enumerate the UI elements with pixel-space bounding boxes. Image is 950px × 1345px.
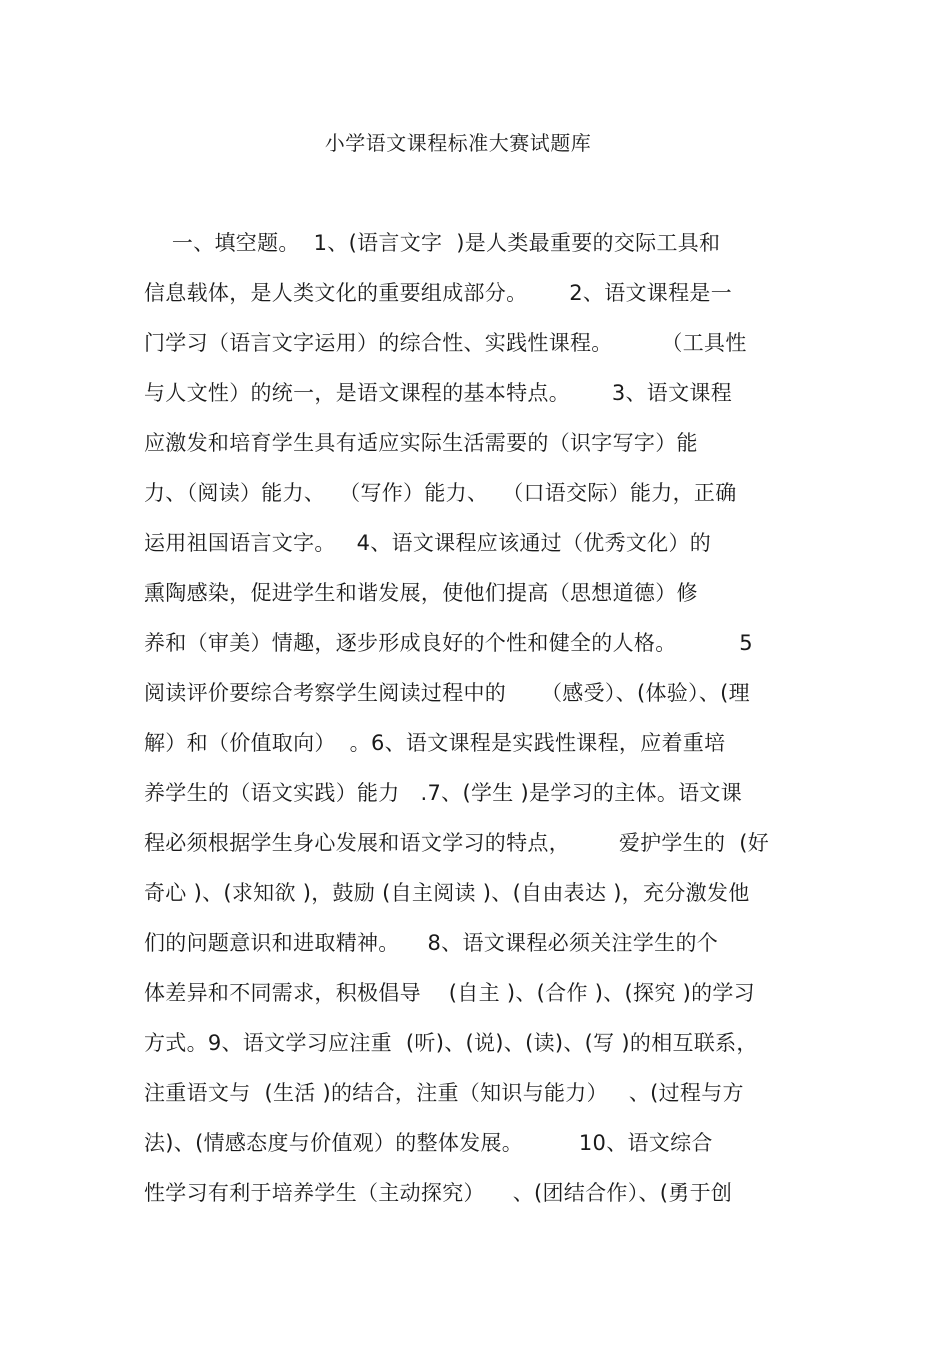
document-body [144, 226, 824, 1226]
text-line: 力、（阅读）能力、 （写作）能力、 （口语交际）能力，正确 [144, 481, 737, 505]
text-line: 运用祖国语言文字。 4、语文课程应该通过（优秀文化）的 [144, 531, 712, 555]
text-line: 程必须根据学生身心发展和语文学习的特点， 爱护学生的 (好 [144, 831, 770, 855]
document-title: 小学语文课程标准大赛试题库 [324, 131, 592, 155]
text-line: 奇心 )、(求知欲 )，鼓励 (自主阅读 )、(自由表达 )，充分激发他 [144, 881, 750, 905]
text-line: 性学习有利于培养学生（主动探究） 、(团结合作）、(勇于创 [144, 1181, 733, 1205]
text-line: 注重语文与 (生活 )的结合，注重（知识与能力） 、(过程与方 [144, 1081, 744, 1105]
text-line: 熏陶感染，促进学生和谐发展，使他们提高（思想道德）修 [144, 581, 698, 605]
text-line: 信息载体，是人类文化的重要组成部分。 2、语文课程是一 [144, 281, 733, 305]
text-line: 应激发和培育学生具有适应实际生活需要的（识字写字）能 [144, 431, 698, 455]
text-line: 养和（审美）情趣，逐步形成良好的个性和健全的人格。 5 [144, 631, 753, 655]
text-line: 体差异和不同需求，积极倡导 (自主 )、(合作 )、(探究 )的学习 [144, 981, 755, 1005]
text-line: 们的问题意识和进取精神。 8、语文课程必须关注学生的个 [144, 931, 719, 955]
text-line: 一、填空题。 1、(语言文字 )是人类最重要的交际工具和 [144, 231, 721, 255]
text-line: 与人文性）的统一，是语文课程的基本特点。 3、语文课程 [144, 381, 733, 405]
text-line: 解）和（价值取向） 。6、语文课程是实践性课程，应着重培 [144, 731, 726, 755]
text-line: 门学习（语言文字运用）的综合性、实践性课程。 （工具性 [144, 331, 747, 355]
text-line: 阅读评价要综合考察学生阅读过程中的 （感受）、(体验）、(理 [144, 681, 750, 705]
text-line: 养学生的（语文实践）能力 .7、(学生 )是学习的主体。语文课 [144, 781, 743, 805]
text-line: 法)、(情感态度与价值观）的整体发展。 10、语文综合 [144, 1131, 713, 1155]
text-line: 方式。9、语文学习应注重 (听)、(说)、(读)、(写 )的相互联系， [144, 1031, 758, 1055]
